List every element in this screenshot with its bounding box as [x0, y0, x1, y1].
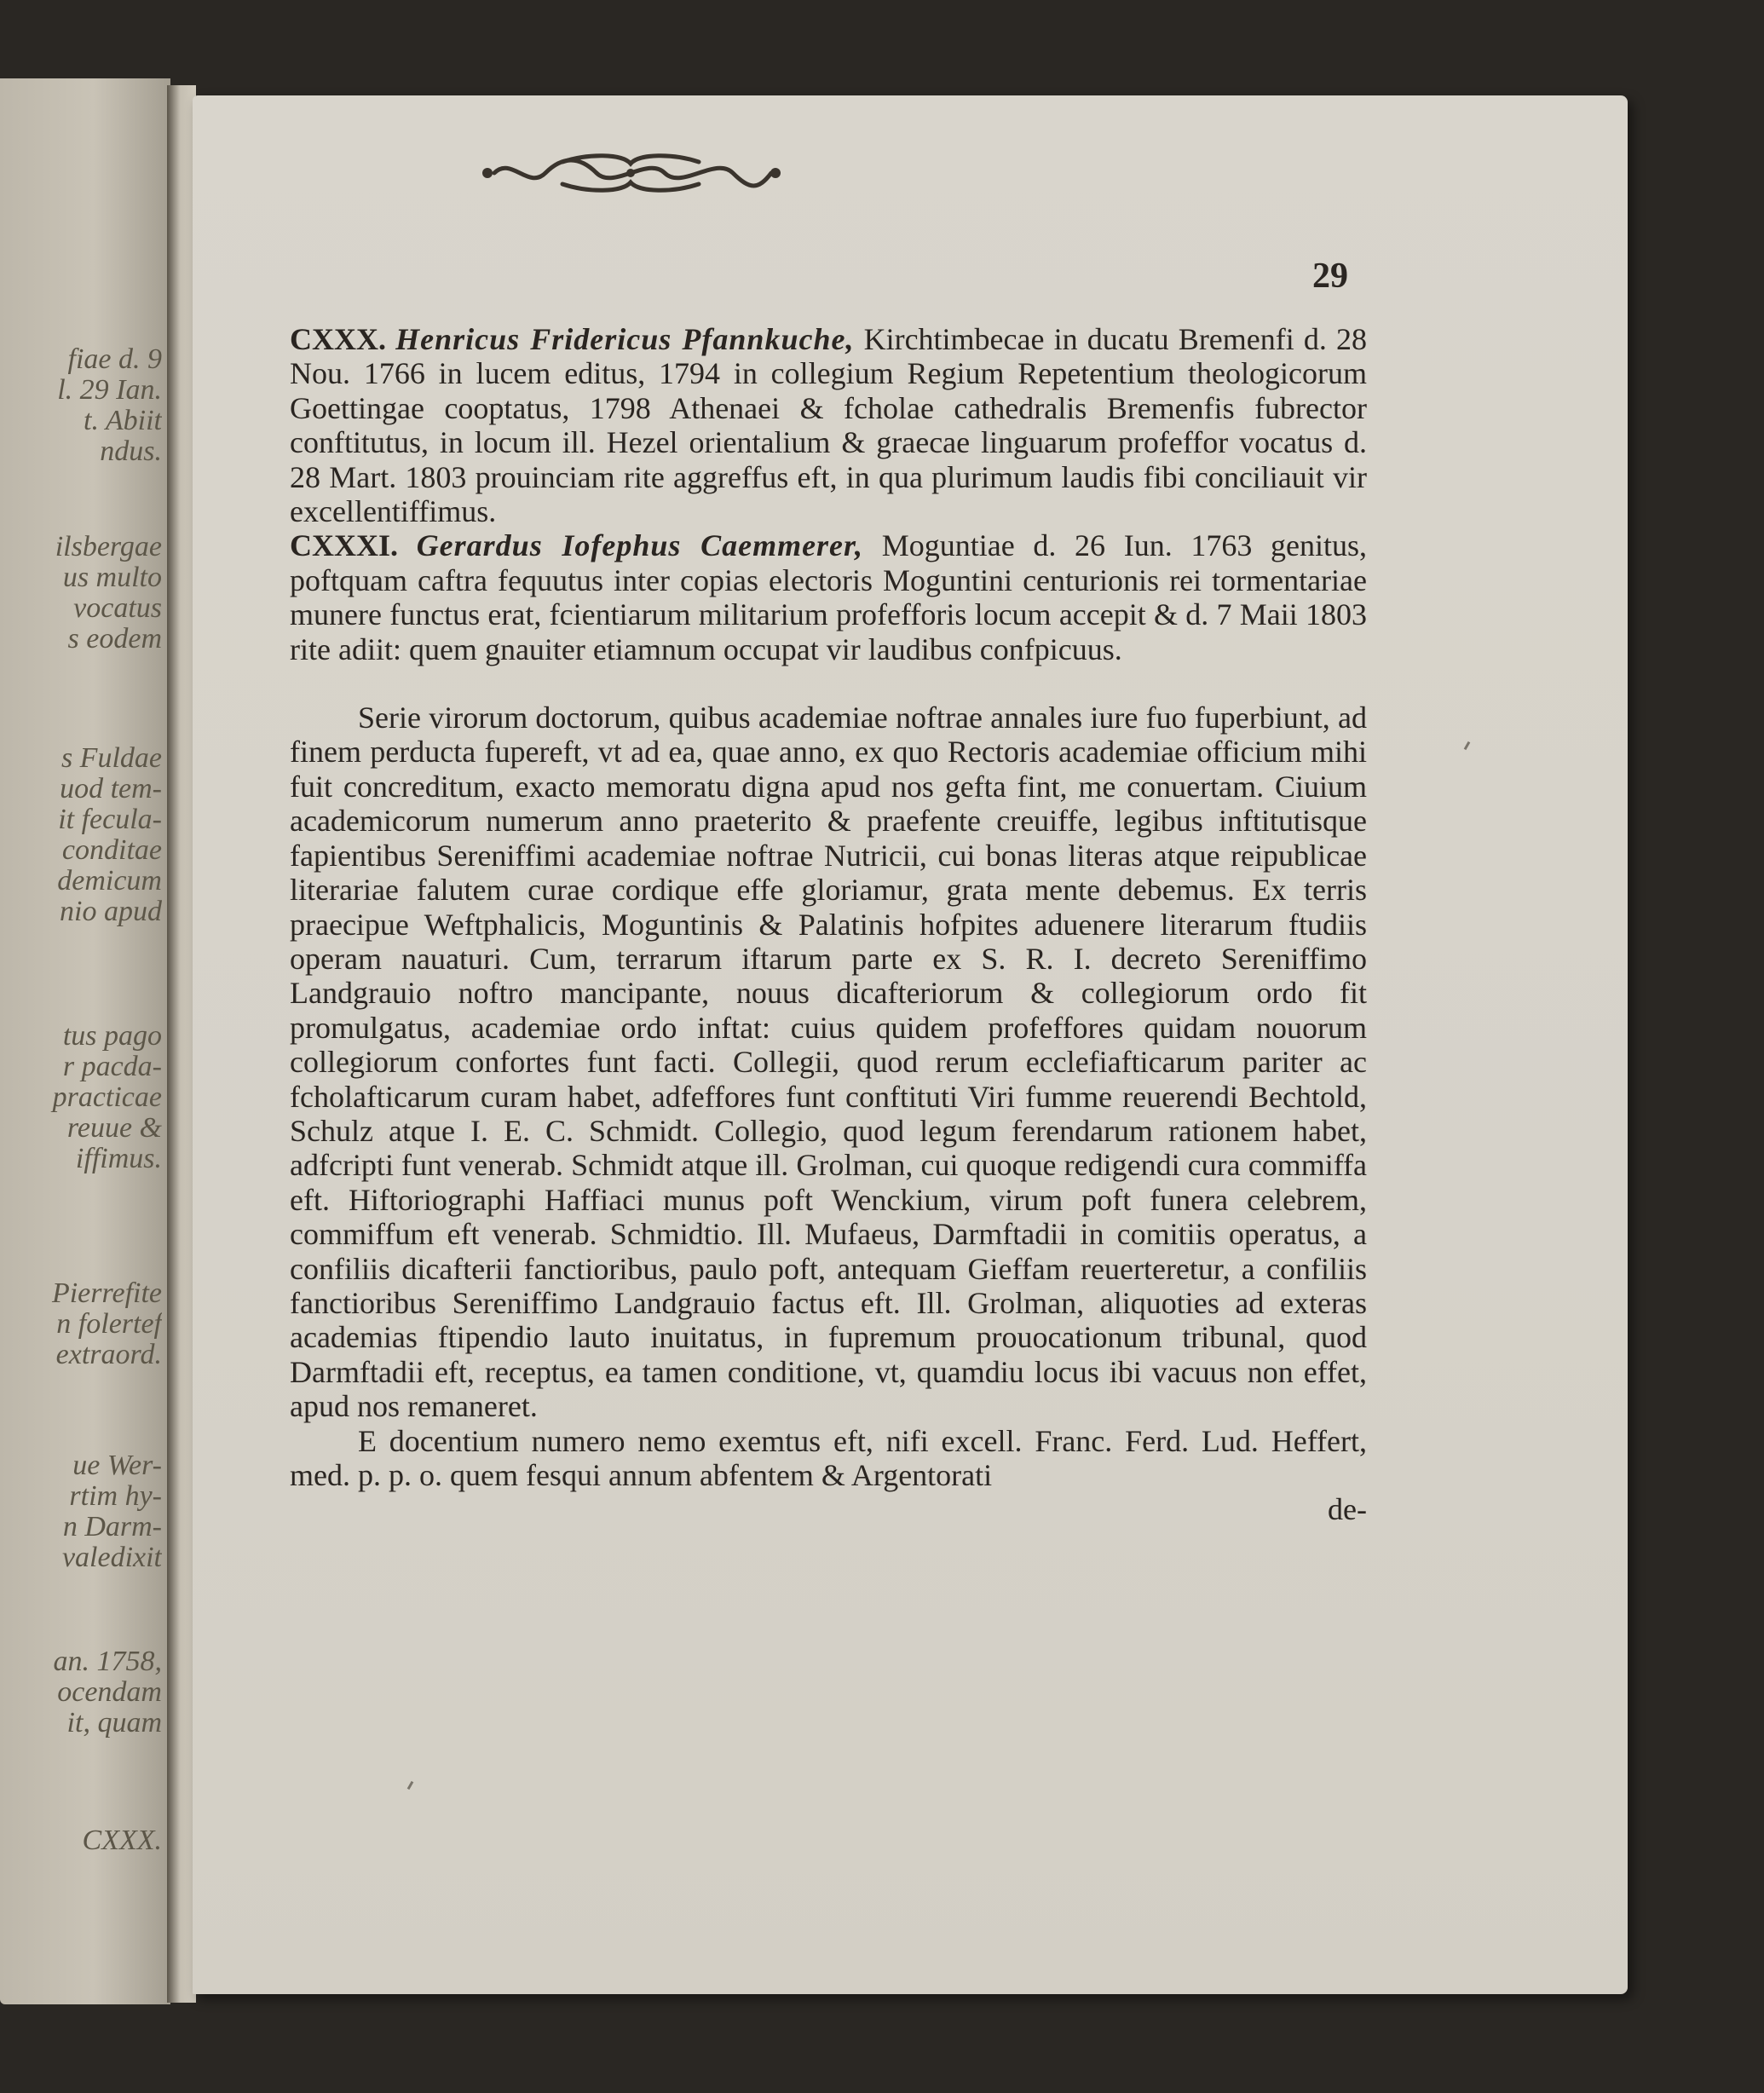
left-page-line: ue Wer-: [72, 1450, 162, 1481]
body-paragraph: Serie virorum doctorum, quibus academiae noftrae annales iure fuo fuperbiunt, ad finem perducta fupereft, vt ad ea, quae anno, ex quo Rectoris academiae officium mihi fuit concreditum, exacto memoratu digna apud nos gefta fint, me conuertam. Ciuium academicorum numerum anno praeterito & praefente creuiffe, legibus inftitutisque fapientibus Sereniffimi academiae noftrae Nutricii, cui bonas literas atque reipublicae literariae falutem curae cordique effe gloriamur, grata mente debemus. Ex terris praecipue Weftphalicis, Moguntinis & Palatinis hofpites aduenere literarum ftudiis operam nauaturi. Cum, terrarum iftarum parte ex S. R. I. decreto Sereniffimo Landgrauio noftro mancipante, nouus dicafteriorum & collegiorum ordo fit promulgatus, academiae ordo inftat: cuius quidem profeffores quidam nouorum collegiorum confortes funt facti. Collegii, quod rerum ecclefiafticarum pariter ac fcholafticarum curam habet, adfeffores funt conftituti Viri fumme reuerendi Bechtold, Schulz atque I. E. C. Schmidt. Collegio, quod legum ferendarum rationem habet, adfcripti funt venerab. Schmidt atque ill. Grolman, cui quoque redigendi cura commiffa eft. Hiftoriographi Haffiaci munus poft Wenckium, virum poft funera celebrem, commiffum eft venerab. Schmidtio. Ill. Mufaeus, Darmftadii in comitiis operatus, a confiliis dicafterii fanctioribus, paulo poft, antequam Gieffam reuerteretur, a confiliis fanctioribus Sereniffimo Landgrauio factus eft. Ill. Grolman, aliquoties ad exteras academias ftipendio lauto inuitatus, in fupremum prouocationum tribunal, quod Darmftadii eft, receptus, ea tamen conditione, vt, quamdiu locus ibi vacuus non effet, apud nos remaneret.: [290, 701, 1367, 1424]
left-page-line: rtim hy-: [69, 1480, 162, 1512]
left-page-line: s Fuldae: [61, 742, 162, 774]
left-page-line: demicum: [57, 865, 162, 897]
left-page-line: ocendam: [57, 1676, 162, 1708]
left-page-line: iffimus.: [75, 1143, 162, 1174]
entry-text: Kirchtimbecae in ducatu Bremenfi d. 28 Nou. 1766 in lucem editus, 1794 in collegium Regium Repetentium theologicorum Goettingae cooptatus, 1798 Athenaei & fcholae cathedralis Bremenfis fubrector conftitutus, in locum ill. Hezel orientalium & graecae linguarum profeffor vocatus d. 28 Mart. 1803 prouinciam rite aggreffus eft, in qua plurimum laudis fibi conciliauit vir excellentiffimus.: [290, 322, 1367, 529]
body-paragraph: E docentium numero nemo exemtus eft, nifi excell. Franc. Ferd. Lud. Heffert, med. p. p. o. quem fesqui annum abfentem & Argentorati: [290, 1423, 1367, 1492]
left-page-line: reuue &: [66, 1112, 162, 1144]
left-page-line: s eodem: [67, 623, 162, 654]
left-page-line: practicae: [52, 1081, 162, 1113]
left-page-line: t. Abiit: [84, 405, 162, 436]
entry-cxxxi: [290, 528, 1367, 666]
left-page-line: uod tem-: [60, 773, 162, 804]
left-page-line: tus pago: [62, 1020, 162, 1052]
left-page-line: CXXX.: [82, 1825, 162, 1856]
header-ornament-icon: [477, 152, 784, 194]
entry-number: CXXX.: [290, 322, 386, 356]
entry-number: CXXXI.: [290, 528, 399, 563]
left-page-line: n Darm-: [62, 1511, 162, 1542]
main-text: [290, 322, 1367, 1527]
left-page-line: fiae d. 9: [67, 343, 162, 375]
left-page-line: extraord.: [55, 1339, 162, 1370]
left-page-line: conditae: [61, 834, 162, 866]
left-facing-page: [0, 78, 170, 2004]
left-page-line: it, quam: [66, 1707, 162, 1738]
catchword: de-: [1328, 1492, 1367, 1527]
entry-name: Henricus Fridericus Pfannkuche,: [395, 322, 855, 356]
left-page-line: r pacda-: [62, 1051, 162, 1082]
left-page-line: it fecula-: [58, 804, 162, 835]
left-page-line: Pierrefite: [51, 1277, 162, 1309]
left-page-line: n folertef: [56, 1308, 162, 1340]
entry-name: Gerardus Iofephus Caemmerer,: [416, 528, 864, 563]
left-page-line: an. 1758,: [53, 1646, 162, 1677]
left-page-line: ndus.: [100, 435, 162, 467]
page-number: 29: [1312, 257, 1348, 296]
left-page-line: valedixit: [61, 1542, 162, 1573]
left-page-line: us multo: [62, 562, 162, 593]
left-page-line: ilsbergae: [55, 531, 162, 562]
entry-text: Moguntiae d. 26 Iun. 1763 genitus, poftquam caftra fequutus inter copias electoris Moguntini centurionis rei tormentariae munere functus erat, fcientiarum militarium profefforis locum accepit & d. 7 Maii 1803 rite adiit: quem gnauiter etiamnum occupat vir laudibus confpicuus.: [290, 528, 1368, 666]
left-page-line: l. 29 Ian.: [57, 374, 162, 406]
paragraph-gap: [290, 666, 1367, 701]
left-page-line: vocatus: [73, 592, 162, 624]
left-page-line: nio apud: [60, 896, 162, 927]
entry-cxxx: [290, 322, 1367, 528]
book-gutter: [167, 85, 196, 2003]
